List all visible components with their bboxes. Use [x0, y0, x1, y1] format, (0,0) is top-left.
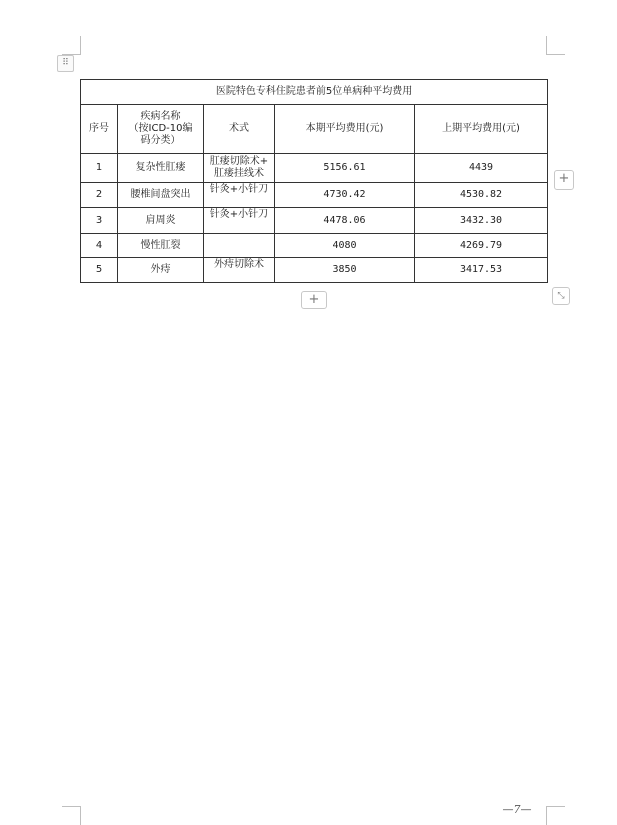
- crop-mark-top-left: [62, 36, 81, 55]
- plus-icon: +: [308, 292, 320, 307]
- add-row-button[interactable]: [301, 291, 327, 309]
- page-number-value: 7: [513, 803, 521, 816]
- cell-surgery[interactable]: [204, 154, 275, 183]
- cell-surgery[interactable]: 针灸+小针刀: [204, 208, 275, 234]
- add-column-button[interactable]: [554, 170, 574, 190]
- header-surgery[interactable]: 术式: [204, 105, 275, 154]
- table-title[interactable]: 医院特色专科住院患者前5位单病种平均费用: [81, 80, 548, 105]
- table-row: [81, 208, 548, 234]
- cell-previous-fee[interactable]: 4530.82: [415, 183, 548, 208]
- table-title-row: [81, 80, 548, 105]
- cell-no[interactable]: 2: [81, 183, 118, 208]
- header-disease[interactable]: [118, 105, 204, 154]
- table-row: [81, 183, 548, 208]
- header-disease-line3: 码分类）: [140, 135, 181, 146]
- table-header-row: [81, 105, 548, 154]
- cell-disease[interactable]: 腰椎间盘突出: [118, 183, 204, 208]
- table-row: [81, 234, 548, 258]
- cell-current-fee[interactable]: 5156.61: [275, 154, 415, 183]
- cell-previous-fee[interactable]: 3417.53: [415, 258, 548, 283]
- cell-no[interactable]: 3: [81, 208, 118, 234]
- fee-table: [80, 79, 548, 283]
- page-number: [497, 803, 537, 817]
- cell-current-fee[interactable]: 4080: [275, 234, 415, 258]
- table-resize-handle[interactable]: [552, 287, 570, 305]
- table-move-handle-icon[interactable]: ⠿: [57, 55, 74, 72]
- cell-current-fee[interactable]: 4730.42: [275, 183, 415, 208]
- header-no[interactable]: 序号: [81, 105, 118, 154]
- cell-disease[interactable]: 外痔: [118, 258, 204, 283]
- header-previous-fee[interactable]: 上期平均费用(元): [415, 105, 548, 154]
- cell-current-fee[interactable]: 4478.06: [275, 208, 415, 234]
- page-number-dash-left: —: [502, 803, 514, 816]
- cell-disease[interactable]: 复杂性肛瘘: [118, 154, 204, 183]
- cell-surgery-line2: 肛瘘挂线术: [214, 168, 264, 179]
- header-disease-line1: 疾病名称: [140, 111, 181, 122]
- cell-disease[interactable]: 慢性肛裂: [118, 234, 204, 258]
- cell-current-fee[interactable]: 3850: [275, 258, 415, 283]
- cell-previous-fee[interactable]: 4439: [415, 154, 548, 183]
- cell-disease[interactable]: 肩周炎: [118, 208, 204, 234]
- cell-no[interactable]: 4: [81, 234, 118, 258]
- resize-icon: ⤡: [557, 291, 565, 301]
- cell-surgery-line1: 肛瘘切除术+: [209, 156, 269, 167]
- cell-previous-fee[interactable]: 4269.79: [415, 234, 548, 258]
- cell-surgery[interactable]: 外痔切除术: [204, 258, 275, 283]
- page-number-dash-right: —: [520, 803, 532, 816]
- cell-previous-fee[interactable]: 3432.30: [415, 208, 548, 234]
- crop-mark-bottom-right: [546, 806, 565, 825]
- table-row: [81, 258, 548, 283]
- cell-surgery[interactable]: 针灸+小针刀: [204, 183, 275, 208]
- header-disease-line2: （按ICD-10编: [128, 123, 193, 134]
- crop-mark-top-right: [546, 36, 565, 55]
- cell-surgery[interactable]: [204, 234, 275, 258]
- crop-mark-bottom-left: [62, 806, 81, 825]
- table-row: [81, 154, 548, 183]
- header-current-fee[interactable]: 本期平均费用(元): [275, 105, 415, 154]
- plus-icon: +: [558, 171, 570, 186]
- cell-no[interactable]: 5: [81, 258, 118, 283]
- cell-no[interactable]: 1: [81, 154, 118, 183]
